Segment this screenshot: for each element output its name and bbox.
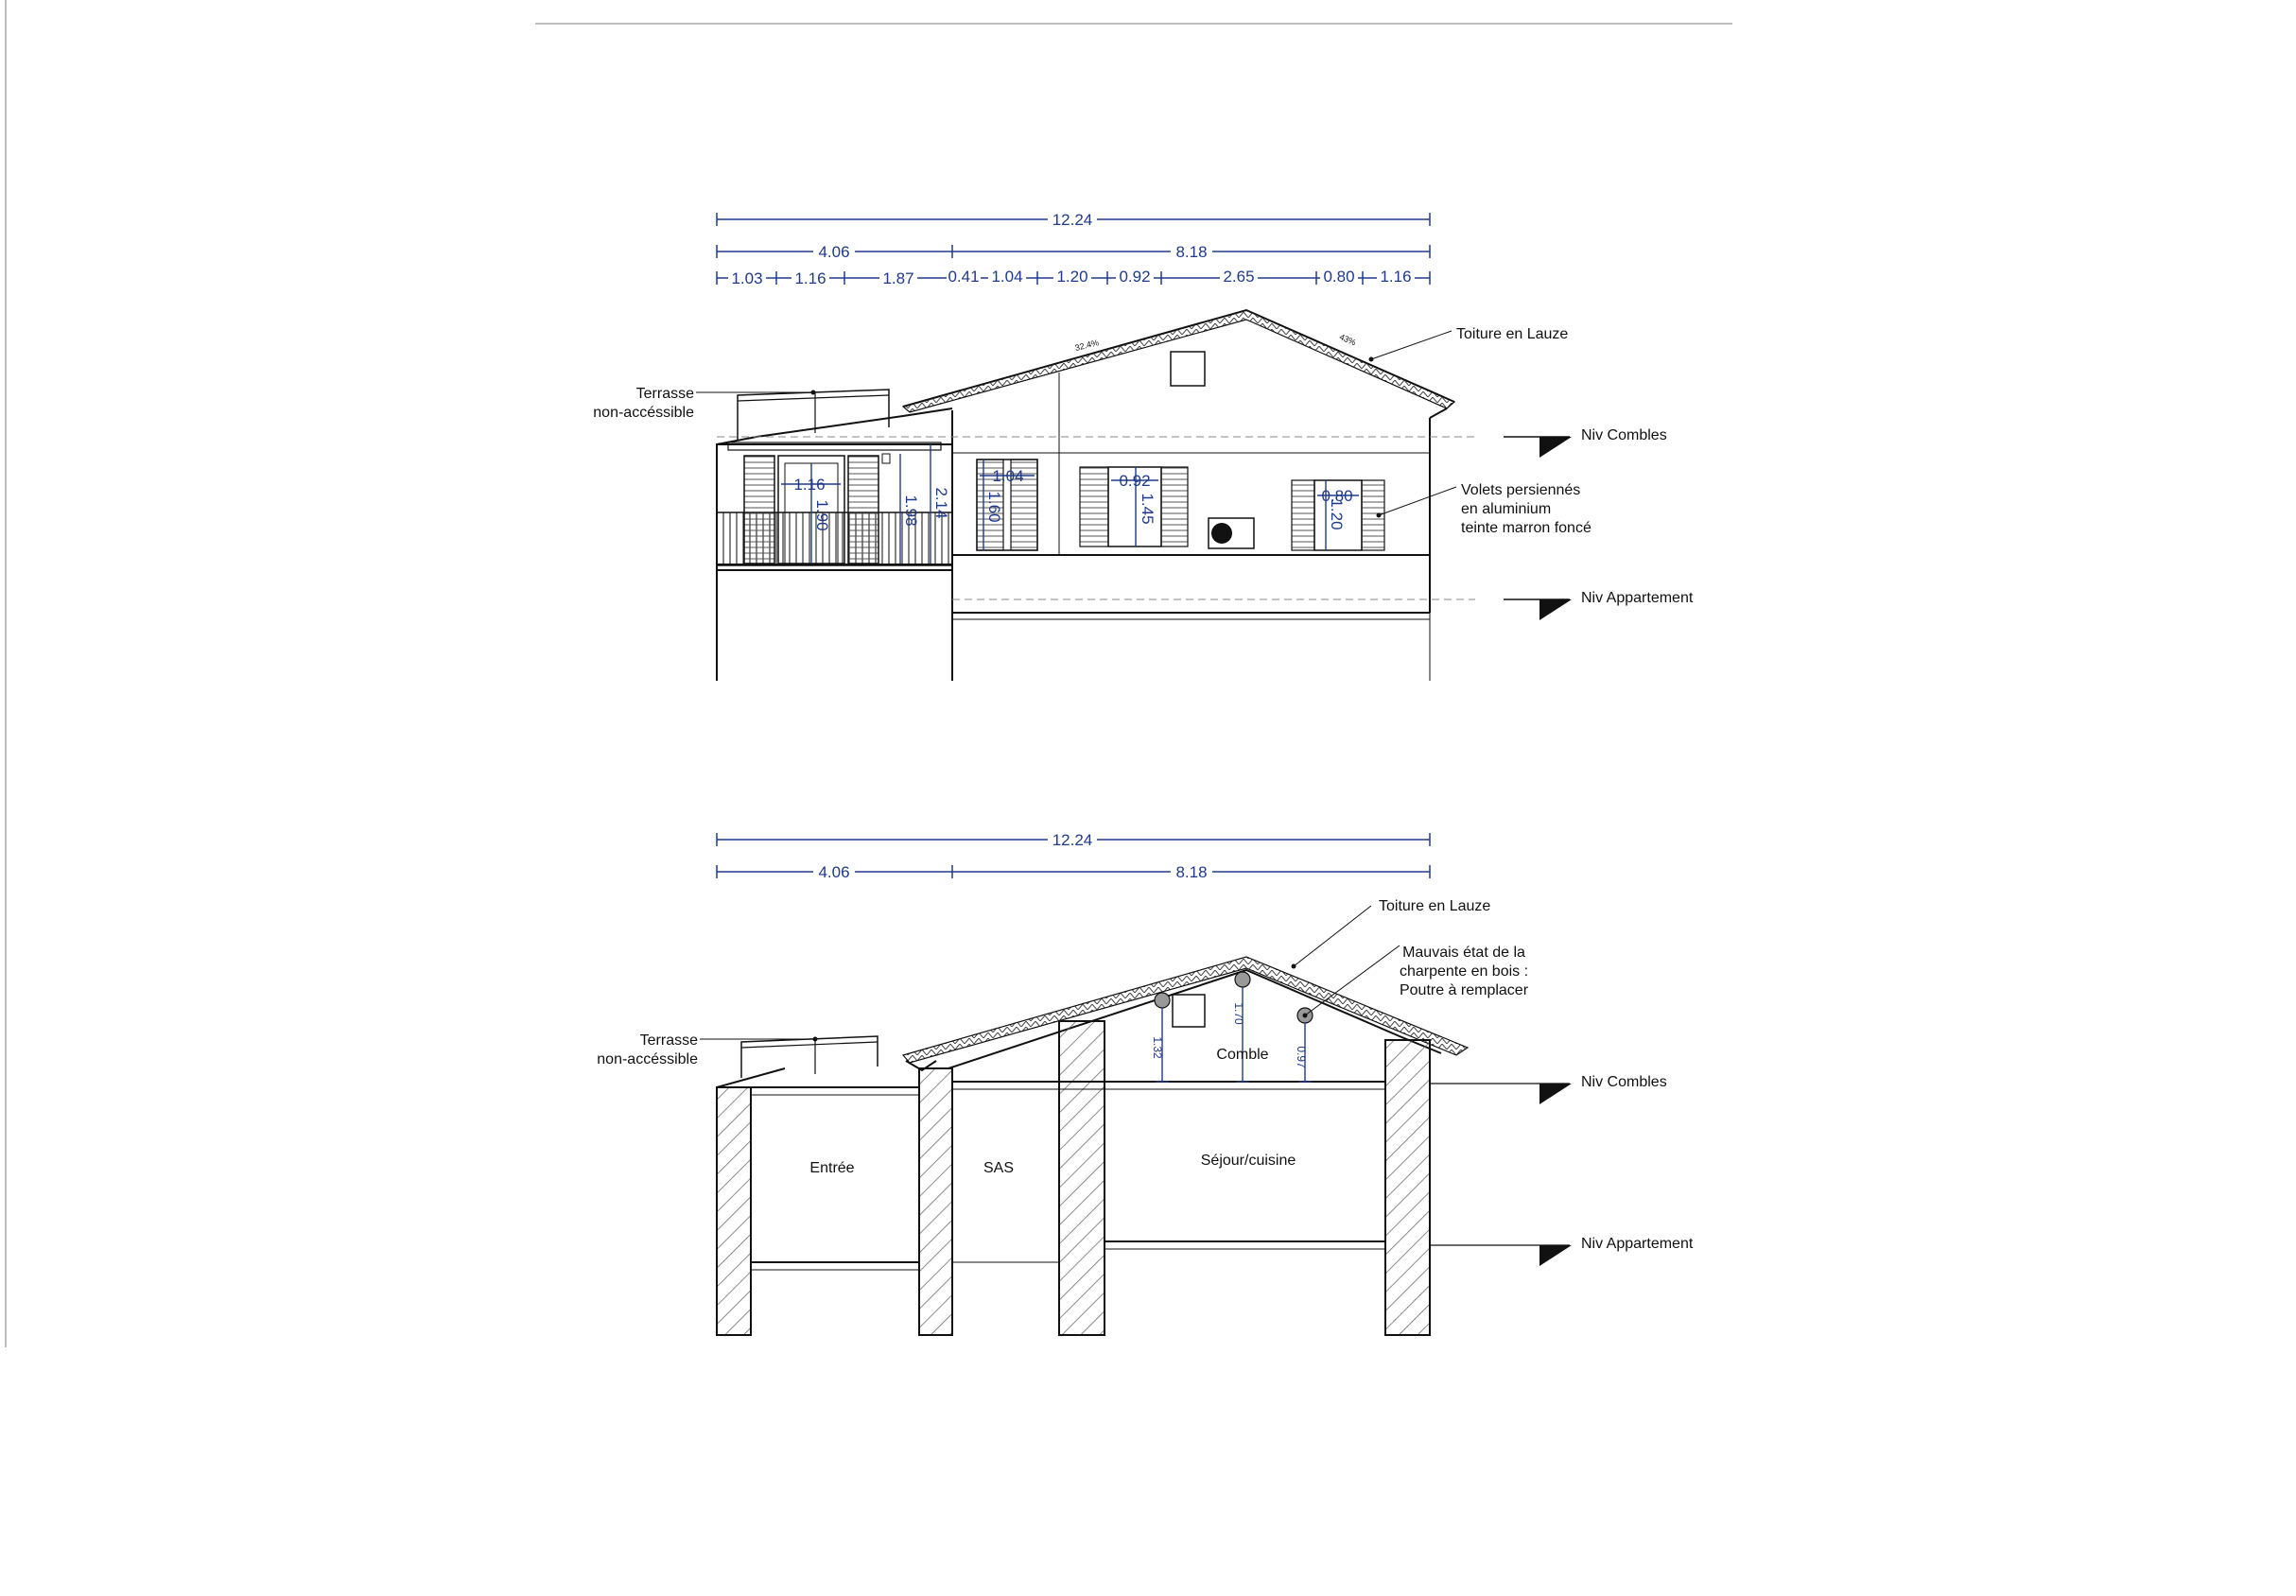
- sec-terrace-label-2: non-accéssible: [597, 1051, 698, 1067]
- elev-detail-dim: 1.16: [794, 269, 826, 287]
- elev-detail-dim: 1.03: [731, 269, 763, 287]
- elev-level-marker-combles: [1504, 427, 1667, 458]
- elevation-view: [593, 208, 1694, 681]
- beam-height-2: 1.70: [1232, 1002, 1245, 1025]
- elev-detail-dim: 0.41: [948, 268, 980, 286]
- elev-detail-dim: 1.16: [1380, 268, 1412, 286]
- sec-level-marker-appartement: [1430, 1236, 1694, 1266]
- elev-detail-dim: 2.65: [1223, 268, 1255, 286]
- room-entry-label: Entrée: [809, 1160, 855, 1176]
- structure-label-1: Mauvais état de la: [1402, 945, 1525, 961]
- section-structure: [717, 957, 1468, 1335]
- elev-detail-dim: 0.92: [1119, 268, 1151, 286]
- slope-right-label: 43%: [1337, 332, 1358, 348]
- leader-dot: [1377, 513, 1382, 518]
- leader-dot: [811, 390, 816, 395]
- elev-terrace-label-2: non-accéssible: [593, 405, 694, 421]
- beam-height-3: 0.97: [1295, 1046, 1308, 1068]
- room-airlock-label: SAS: [983, 1160, 1015, 1176]
- elev-detail-dim: 1.20: [1056, 268, 1088, 286]
- window1-height-label: 1.60: [985, 491, 1003, 523]
- terrace-height-label: 2.14: [932, 487, 950, 519]
- leader-dot: [813, 1037, 818, 1042]
- sec-dim-right: 8.18: [1175, 863, 1208, 881]
- slope-left-label: 32.4%: [1073, 338, 1100, 354]
- leader-dot: [1292, 964, 1296, 969]
- elev-level-appartement-label: Niv Appartement: [1581, 590, 1694, 606]
- section-view: [597, 828, 1694, 1335]
- elev-detail-dim: 0.80: [1323, 268, 1355, 286]
- door-frame-height-label: 1.98: [902, 494, 920, 527]
- elev-dim-right: 8.18: [1175, 243, 1208, 261]
- elev-level-marker-appartement: [1504, 590, 1694, 620]
- window2-width-label: 0.92: [1119, 472, 1151, 490]
- structure-label-3: Poutre à remplacer: [1399, 982, 1529, 998]
- elev-overall-dim: 12.24: [1052, 211, 1093, 229]
- sec-roof-label: Toiture en Lauze: [1379, 898, 1491, 914]
- room-attic-label: Comble: [1216, 1047, 1269, 1063]
- sec-level-combles-label: Niv Combles: [1581, 1074, 1667, 1090]
- door-height-label: 1.90: [813, 499, 831, 531]
- window1-width-label: 1.04: [992, 467, 1024, 485]
- leader-dot: [1303, 1014, 1308, 1018]
- elev-detail-dim: 1.04: [991, 268, 1023, 286]
- elev-level-combles-label: Niv Combles: [1581, 427, 1667, 443]
- structure-label-2: charpente en bois :: [1399, 963, 1529, 980]
- shutters-label-1: Volets persiennés: [1461, 482, 1581, 498]
- door-width-label: 1.16: [793, 476, 826, 494]
- window2-height-label: 1.45: [1139, 493, 1157, 525]
- sec-overall-dim: 12.24: [1052, 831, 1093, 849]
- section-height-dims: [1156, 987, 1312, 1082]
- window3-width-label: 0.80: [1321, 487, 1353, 505]
- elev-detail-dim: 1.87: [882, 269, 914, 287]
- sec-terrace-label-1: Terrasse: [639, 1032, 698, 1049]
- elev-dim-left: 4.06: [818, 243, 850, 261]
- sec-dim-left: 4.06: [818, 863, 850, 881]
- sec-level-marker-combles: [1430, 1074, 1667, 1104]
- shutters-label-3: teinte marron foncé: [1461, 520, 1592, 536]
- beam-height-1: 1.32: [1151, 1036, 1164, 1059]
- sec-level-appartement-label: Niv Appartement: [1581, 1236, 1694, 1252]
- elev-terrace-label-1: Terrasse: [635, 386, 694, 402]
- room-living-label: Séjour/cuisine: [1200, 1153, 1296, 1169]
- elev-roof-label: Toiture en Lauze: [1456, 326, 1569, 342]
- window3-height-label: 1.20: [1328, 498, 1346, 530]
- shutters-label-2: en aluminium: [1461, 501, 1552, 517]
- leader-dot: [1369, 357, 1374, 362]
